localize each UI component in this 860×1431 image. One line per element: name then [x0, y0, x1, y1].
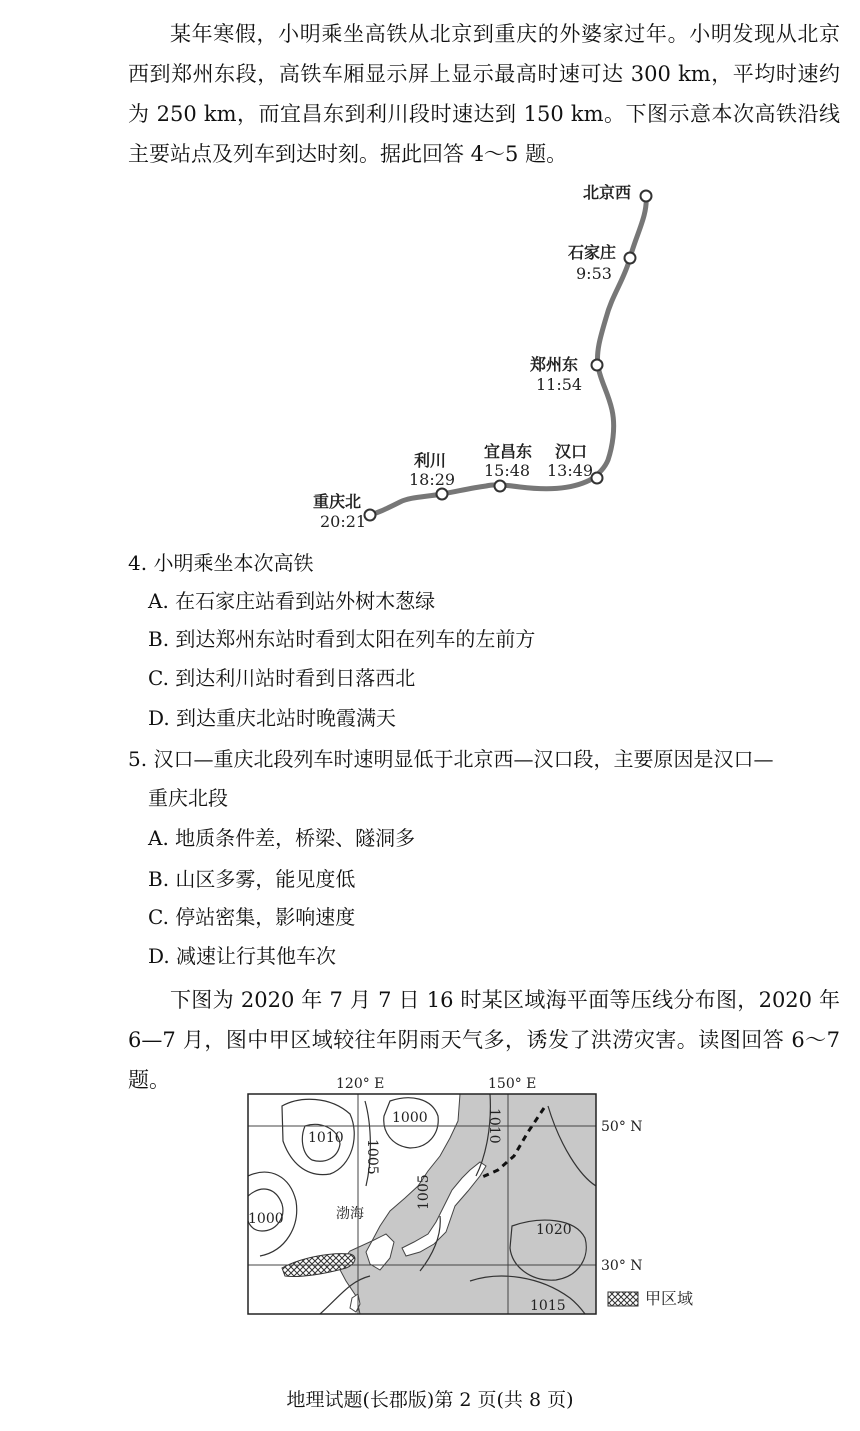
- station-marker-beijingxi: [641, 191, 652, 202]
- intro-paragraph-2: 下图为 2020 年 7 月 7 日 16 时某区域海平面等压线分布图，2020 年 6—7 月，图中甲区域较往年阴雨天气多，诱发了洪涝灾害。读图回答 6～7 题。: [128, 988, 840, 1092]
- station-marker-hankou: [592, 473, 603, 484]
- lat-label-50n: 50° N: [601, 1119, 643, 1135]
- question-5-option-c: C. 停站密集，影响速度: [148, 905, 356, 929]
- station-name-chongqingbei: 重庆北: [313, 492, 362, 511]
- station-marker-chongqingbei: [365, 510, 376, 521]
- legend-label: 甲区域: [645, 1289, 694, 1308]
- isobar-label: 1010: [486, 1108, 502, 1144]
- station-time-shijiazhuang: 9:53: [576, 264, 612, 283]
- legend-swatch: [608, 1292, 638, 1306]
- question-5-option-b: B. 山区多雾，能见度低: [148, 867, 356, 891]
- question-4-option-b: B. 到达郑州东站时看到太阳在列车的左前方: [148, 627, 536, 651]
- isobar-label: 1000: [392, 1110, 428, 1126]
- isobar-label: 1010: [308, 1130, 344, 1146]
- question-4-option-c: C. 到达利川站时看到日落西北: [148, 666, 416, 690]
- station-marker-yichangdong: [495, 481, 506, 492]
- station-name-zhengzhoudong: 郑州东: [530, 355, 579, 374]
- station-time-yichangdong: 15:48: [484, 461, 531, 480]
- station-name-hankou: 汉口: [555, 442, 588, 461]
- station-time-zhengzhoudong: 11:54: [536, 375, 583, 394]
- station-name-beijingxi: 北京西: [583, 183, 632, 202]
- sea-label-bohai: 渤海: [336, 1206, 364, 1222]
- station-marker-shijiazhuang: [625, 253, 636, 264]
- station-name-yichangdong: 宜昌东: [484, 442, 533, 461]
- station-marker-lichuan: [437, 489, 448, 500]
- intro-paragraph-1: 某年寒假，小明乘坐高铁从北京到重庆的外婆家过年。小明发现从北京西到郑州东段，高铁车厢显示屏上显示最高时速可达 300 km，平均时速约为 250 km，而宜昌东到利川段时速达到 150 km。下图示意本次高铁沿线主要站点及列车到达时刻。据此回答 4～5 题。: [128, 22, 840, 166]
- question-5-option-d: D. 减速让行其他车次: [148, 944, 337, 968]
- lon-label-120e: 120° E: [336, 1076, 385, 1092]
- question-5-stem-line-1: 5. 汉口—重庆北段列车时速明显低于北京西—汉口段，主要原因是汉口—: [128, 747, 774, 771]
- question-5-option-a: A. 地质条件差，桥梁、隧洞多: [148, 826, 416, 850]
- page-footer: 地理试题(长郡版)第 2 页(共 8 页): [286, 1389, 574, 1411]
- sea-level-pressure-map: [0, 1066, 860, 1366]
- question-4-option-d: D. 到达重庆北站时晚霞满天: [148, 706, 397, 730]
- station-time-hankou: 13:49: [547, 461, 594, 480]
- isobar-label: 1020: [536, 1222, 572, 1238]
- station-name-shijiazhuang: 石家庄: [568, 243, 617, 262]
- station-time-chongqingbei: 20:21: [320, 512, 367, 531]
- station-name-lichuan: 利川: [414, 451, 447, 470]
- question-4-stem: 4. 小明乘坐本次高铁: [128, 551, 314, 575]
- question-5-stem-line-2: 重庆北段: [148, 786, 228, 810]
- question-4-option-a: A. 在石家庄站看到站外树木葱绿: [148, 589, 436, 613]
- railway-route-map: [0, 0, 860, 540]
- isobar-label: 1000: [248, 1211, 284, 1227]
- isobar-label: 1005: [364, 1139, 380, 1175]
- lon-label-150e: 150° E: [488, 1076, 537, 1092]
- isobar-label: 1015: [530, 1298, 566, 1314]
- station-marker-zhengzhoudong: [592, 360, 603, 371]
- isobar-label: 1005: [416, 1174, 432, 1210]
- station-time-lichuan: 18:29: [409, 470, 456, 489]
- lat-label-30n: 30° N: [601, 1258, 643, 1274]
